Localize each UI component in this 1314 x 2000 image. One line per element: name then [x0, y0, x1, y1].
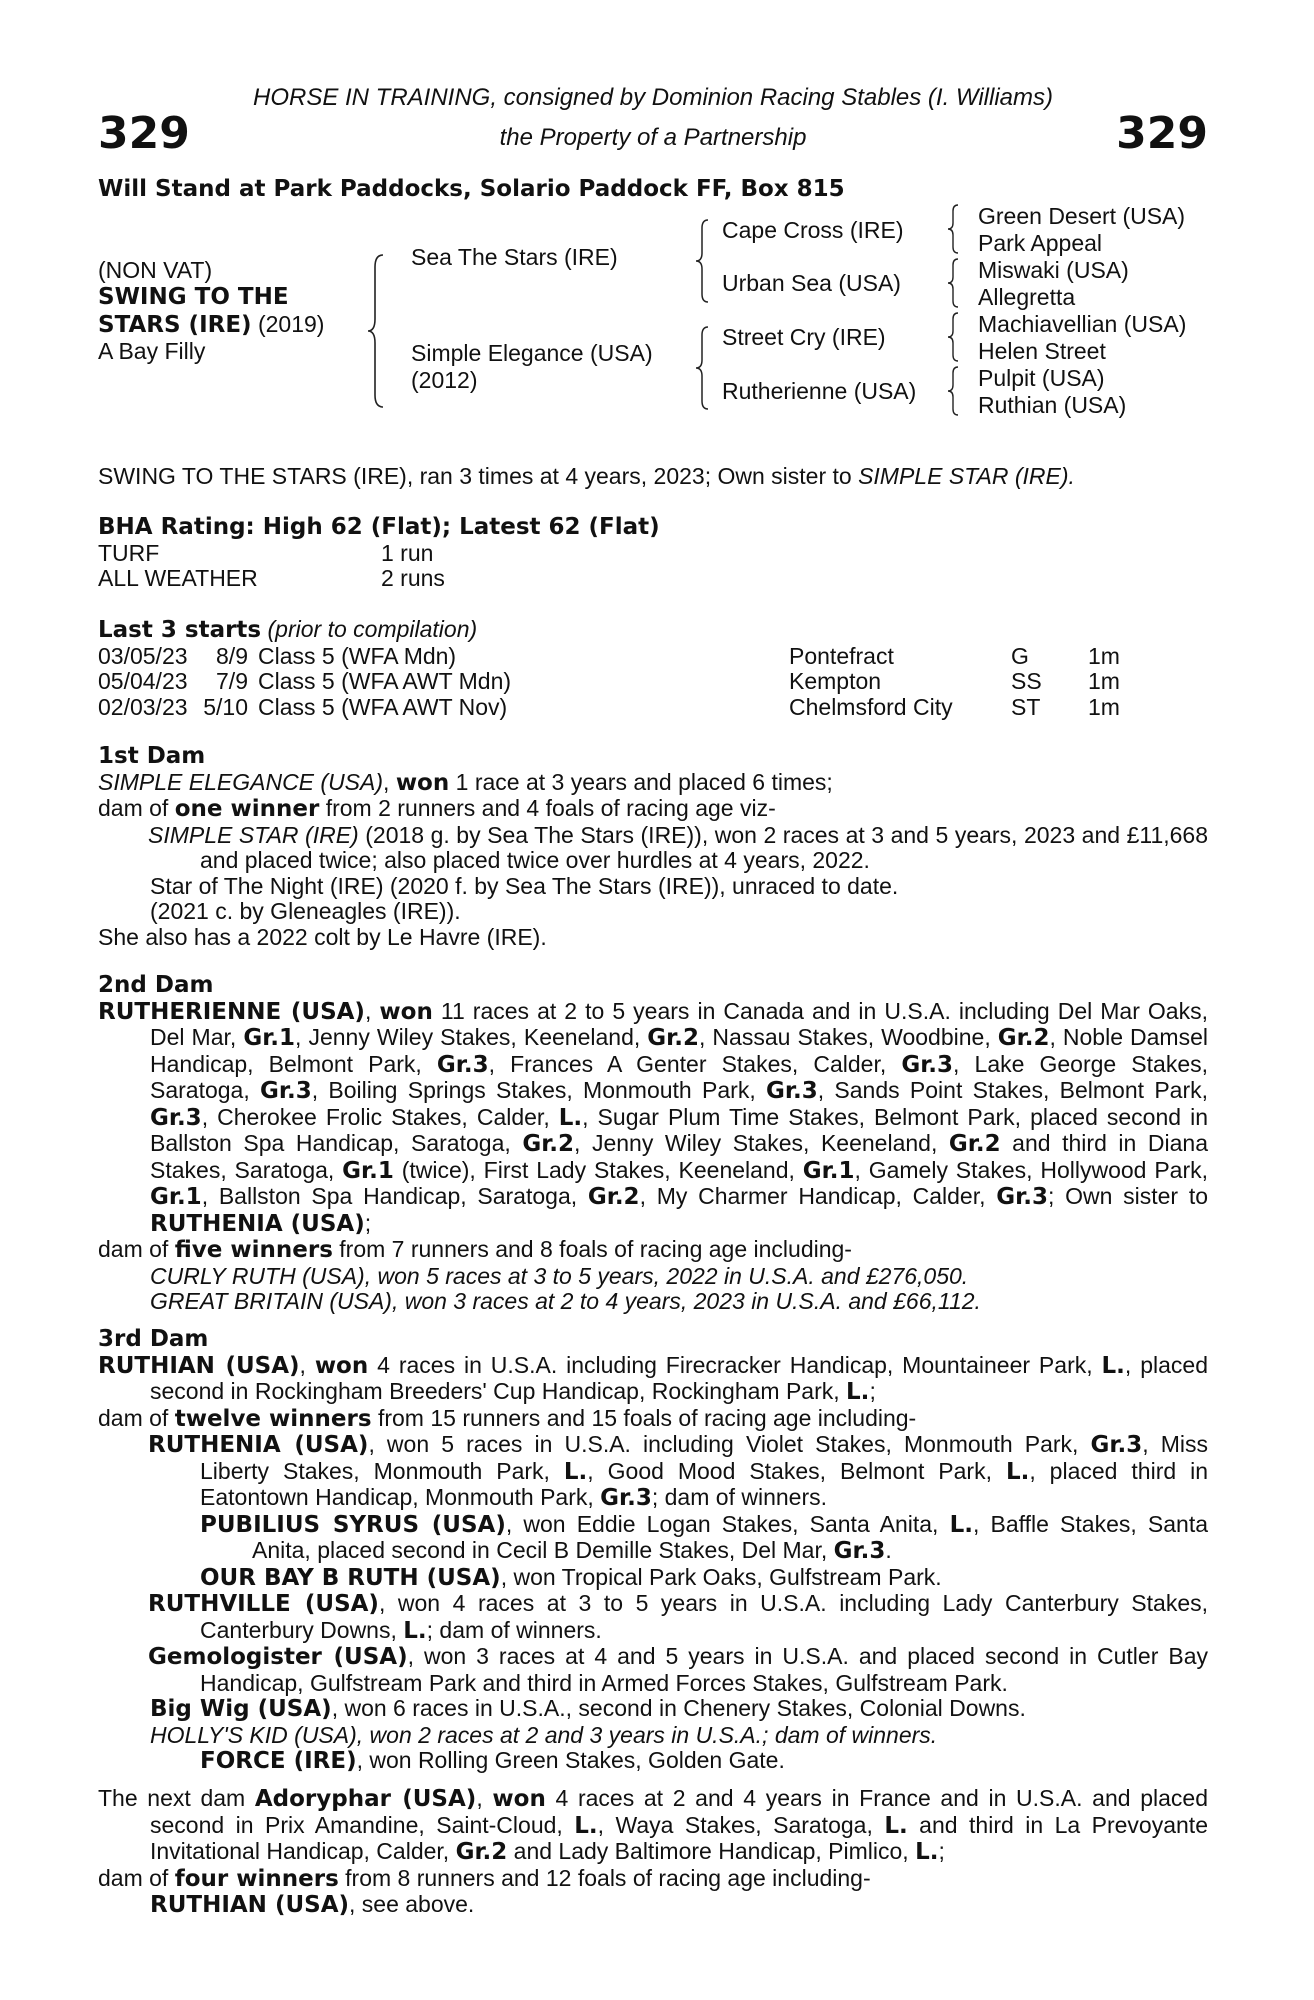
gg-3: Miswaki (USA): [978, 257, 1129, 283]
sister-name: RUTHENIA (USA): [150, 1210, 365, 1237]
progeny-entry: GREAT BRITAIN (USA), won 3 races at 2 to 4 years, 2023 in U.S.A. and £66,112.: [150, 1288, 981, 1314]
text: , Baffle Stakes, Santa Anita, placed second in Cecil B Demille Stakes, Del Mar,: [252, 1510, 1209, 1563]
horse-year: (2019): [251, 311, 325, 337]
last-starts-table: [98, 644, 1120, 721]
grade: L.: [403, 1617, 427, 1644]
bha-rating-section: [98, 515, 1208, 592]
progeny-entry: [98, 1892, 1208, 1919]
won-label: won: [395, 769, 450, 796]
text: , Jenny Wiley Stakes, Keeneland,: [295, 1024, 648, 1050]
rating-surface: ALL WEATHER: [98, 565, 258, 591]
grade: L.: [1101, 1352, 1125, 1379]
start-distance: 1m: [1088, 693, 1120, 720]
text: , won Eddie Logan Stakes, Santa Anita,: [505, 1510, 950, 1537]
start-course: Chelmsford City: [789, 693, 953, 720]
third-dam-record: RUTHIAN (USA), won 4 races in U.S.A. including Firecracker Handicap, Mountaineer Park, L., placed second in Rockingham Breeders' Cup Handicap, Rockingham Park, L.;: [98, 1351, 1208, 1405]
gg-4: Allegretta: [978, 284, 1076, 310]
text: , Sugar Plum Time Stakes, Belmont Park, placed second in Ballston Spa Handicap, Saratoga,: [150, 1103, 1208, 1156]
sire-parents-brace: [694, 218, 712, 304]
horse-description: A Bay Filly: [98, 338, 206, 364]
text: ;: [364, 1209, 372, 1236]
progeny-entry: [98, 1565, 1208, 1592]
dam-parents-brace: [694, 325, 712, 411]
text: , won 6 races in U.S.A., second in Chenery Stakes, Colonial Downs.: [331, 1695, 1026, 1721]
text: 11 races at 2 to 5 years in Canada and in U.S.A. including Del Mar Oaks, Del Mar,: [150, 997, 1208, 1050]
text: ; dam of winners.: [651, 1484, 827, 1510]
lot-number-right: 329: [1116, 108, 1208, 159]
grade: Gr.3: [1090, 1432, 1143, 1458]
last-starts-note: (prior to compilation): [261, 616, 478, 642]
text: , Gamely Stakes, Hollywood Park,: [854, 1156, 1208, 1183]
progeny-entry: [98, 823, 1208, 874]
first-dam-heading: 1st Dam: [98, 743, 206, 769]
gg-brace-1: [946, 203, 962, 255]
dam-of-rest: from 15 runners and 15 foals of racing age including-: [371, 1404, 917, 1431]
progeny-entry: [98, 1591, 1208, 1644]
winners-count: one winner: [174, 796, 320, 822]
grade: Gr.3: [150, 1104, 202, 1131]
grade: L.: [558, 1104, 583, 1131]
second-dam-record: RUTHERIENNE (USA), won 11 races at 2 to 5 years in Canada and in U.S.A. including Del Mar Oaks, Del Mar, Gr.1, Jenny Wiley Stakes, Keeneland, Gr.2, Nassau Stakes, Woodbine, Gr.2, Noble Damsel Handicap, Belmont Park, Gr.3, Frances A Genter Stakes, Calder, Gr.3, Lake George Stakes, Saratoga, Gr.3, Boiling Springs Stakes, Monmouth Park, Gr.3, Sands Point Stakes, Belmont Park, Gr.3, Cherokee Frolic Stakes, Calder, L., Sugar Plum Time Stakes, Belmont Park, placed second in Ballston Spa Handicap, Saratoga, Gr.2, Jenny Wiley Stakes, Keeneland, Gr.2 and third in Diana Stakes, Saratoga, Gr.1 (twice), First Lady Stakes, Keeneland, Gr.1, Gamely Stakes, Hollywood Park, Gr.1, Ballston Spa Handicap, Saratoga, Gr.2, My Charmer Handicap, Calder, Gr.3; Own sister to RUTHENIA (USA);: [98, 997, 1209, 1237]
text: , placed second in Rockingham Breeders' Cup Handicap, Rockingham Park,: [150, 1351, 1208, 1404]
gg-2: Park Appeal: [978, 230, 1103, 256]
winners-count: four winners: [174, 1865, 339, 1892]
start-position: 8/9: [216, 642, 248, 669]
start-position: 7/9: [216, 668, 248, 694]
grade: Gr.2: [948, 1131, 1001, 1157]
gg-6: Helen Street: [978, 338, 1106, 364]
start-row: [98, 644, 1120, 670]
dam-of-rest: from 8 runners and 12 foals of racing age including-: [338, 1864, 871, 1891]
start-going: G: [1011, 642, 1029, 669]
rating-row: [98, 541, 445, 567]
start-course: Pontefract: [789, 642, 894, 669]
winners-count: five winners: [174, 1237, 333, 1263]
won-label: won: [492, 1786, 546, 1812]
progeny-entry: [98, 1644, 1208, 1696]
dam-year: (2012): [411, 367, 478, 393]
grade: L.: [949, 1511, 973, 1538]
progeny-entry: [98, 1432, 1208, 1512]
property-line: the Property of a Partnership: [499, 124, 807, 151]
text: ;: [938, 1838, 945, 1864]
start-row: [98, 695, 1120, 721]
text: ; dam of winners.: [426, 1616, 602, 1643]
text: 4 races at 2 and 4 years in France and in U.S.A. and placed second in Prix Amandine, Saint-Cloud,: [150, 1785, 1208, 1838]
progeny-name: Big Wig (USA): [150, 1696, 332, 1722]
progeny-entry: [98, 1696, 1208, 1723]
rating-runs: 2 runs: [381, 565, 445, 591]
progeny-name: OUR BAY B RUTH (USA): [200, 1564, 501, 1591]
start-date: 05/04/23: [98, 668, 188, 694]
rating-table: [98, 541, 445, 592]
grade: Gr.3: [766, 1078, 818, 1104]
gg-brace-3: [946, 311, 962, 363]
text: , won Tropical Park Oaks, Gulfstream Park.: [500, 1563, 942, 1590]
text: and third in La Prevoyante Invitational Handicap, Calder,: [150, 1811, 1208, 1864]
granddam-paternal: Urban Sea (USA): [722, 270, 901, 296]
grade: Gr.3: [833, 1538, 886, 1564]
grade: Gr.3: [260, 1078, 312, 1104]
text: , Noble Damsel Handicap, Belmont Park,: [150, 1024, 1208, 1077]
rating-row: [98, 566, 445, 592]
grandsire-maternal: Street Cry (IRE): [722, 324, 886, 350]
start-race: Class 5 (WFA AWT Nov): [258, 693, 508, 720]
won-label: won: [314, 1352, 369, 1379]
text: and Lady Baltimore Handicap, Pimlico,: [507, 1838, 916, 1864]
progeny-entry: CURLY RUTH (USA), won 5 races at 3 to 5 years, 2022 in U.S.A. and £276,050.: [150, 1262, 969, 1289]
text: , Jenny Wiley Stakes, Keeneland,: [574, 1130, 949, 1156]
text: , placed third in Eatontown Handicap, Monmouth Park,: [200, 1457, 1208, 1510]
text: , won 4 races at 3 to 5 years in U.S.A. including Lady Canterbury Stakes, Canterbury Downs,: [200, 1590, 1209, 1643]
text: 4 races in U.S.A. including Firecracker Handicap, Mountaineer Park,: [368, 1351, 1102, 1378]
start-distance: 1m: [1088, 642, 1120, 669]
text: and third in Diana Stakes, Saratoga,: [150, 1130, 1208, 1183]
second-dam-heading: 2nd Dam: [98, 972, 214, 998]
grade: Gr.1: [243, 1025, 296, 1051]
grade: L.: [915, 1839, 939, 1865]
grade: Gr.2: [522, 1131, 575, 1157]
dam-of-prefix: dam of: [98, 1864, 175, 1891]
winners-count: twelve winners: [174, 1405, 372, 1432]
progeny-entry: Star of The Night (IRE) (2020 f. by Sea The Stars (IRE)), unraced to date.: [150, 872, 899, 899]
dam-name: Simple Elegance (USA): [411, 340, 653, 366]
text: (twice), First Lady Stakes, Keeneland,: [393, 1156, 803, 1183]
second-dam-section: [98, 973, 1208, 1315]
start-course: Kempton: [789, 668, 882, 694]
progeny-entry: [98, 1748, 1208, 1775]
gg-brace-4: [946, 365, 962, 417]
grade: L.: [884, 1812, 908, 1839]
grade: Gr.2: [455, 1839, 508, 1865]
text: , Nassau Stakes, Woodbine,: [698, 1024, 998, 1050]
text: , Frances A Genter Stakes, Calder,: [488, 1050, 902, 1077]
start-race: Class 5 (WFA Mdn): [258, 642, 457, 669]
progeny-name: SIMPLE STAR (IRE): [148, 821, 359, 848]
grade: Gr.3: [436, 1051, 489, 1078]
text: ;: [869, 1378, 876, 1404]
text: , Sands Point Stakes, Belmont Park,: [817, 1077, 1208, 1103]
stand-location: Will Stand at Park Paddocks, Solario Paddock FF, Box 815: [98, 176, 845, 202]
sire: Sea The Stars (IRE): [411, 244, 618, 270]
text: , Good Mood Stakes, Belmont Park,: [587, 1457, 1006, 1484]
grade: Gr.3: [600, 1485, 652, 1511]
rating-surface: TURF: [98, 539, 160, 566]
grandsire-paternal: Cape Cross (IRE): [722, 217, 904, 243]
grade: L.: [563, 1458, 588, 1485]
consignment-line: HORSE IN TRAINING, consigned by Dominion Racing Stables (I. Williams): [252, 84, 1054, 111]
progeny-name: FORCE (IRE): [200, 1748, 357, 1774]
grade: Gr.2: [587, 1184, 640, 1210]
gg-1: Green Desert (USA): [978, 203, 1186, 229]
first-dam-record: 1 race at 3 years and placed 6 times;: [449, 768, 833, 795]
grade: Gr.3: [901, 1051, 954, 1078]
start-going: ST: [1011, 693, 1041, 720]
third-dam-section: [98, 1327, 1208, 1775]
grade: L.: [1005, 1458, 1030, 1485]
last-starts-title: Last 3 starts: [98, 617, 262, 643]
grade: Gr.3: [996, 1184, 1048, 1210]
text: , Miss Liberty Stakes, Monmouth Park,: [200, 1431, 1208, 1484]
text: , Ballston Spa Handicap, Saratoga,: [201, 1183, 588, 1209]
third-dam-heading: 3rd Dam: [98, 1326, 209, 1352]
text: , see above.: [349, 1891, 475, 1917]
text: , Boiling Springs Stakes, Monmouth Park,: [311, 1077, 767, 1103]
gg-7: Pulpit (USA): [978, 365, 1105, 391]
start-race: Class 5 (WFA AWT Mdn): [258, 668, 512, 694]
start-date: 03/05/23: [98, 642, 188, 669]
dam-of-rest: from 7 runners and 8 foals of racing age including-: [332, 1236, 852, 1262]
progeny-entry: HOLLY'S KID (USA), won 2 races at 2 and 3 years in U.S.A.; dam of winners.: [150, 1721, 938, 1748]
start-date: 02/03/23: [98, 693, 188, 720]
summary-text: SWING TO THE STARS (IRE), ran 3 times at 4 years, 2023; Own sister to: [98, 463, 859, 489]
progeny-name: RUTHIAN (USA): [150, 1892, 350, 1918]
grade: Gr.1: [342, 1157, 394, 1184]
text: , My Charmer Handicap, Calder,: [639, 1183, 997, 1209]
next-dam-name: Adoryphar (USA): [254, 1786, 477, 1812]
grade: Gr.2: [647, 1025, 699, 1051]
sire-dam-brace: [365, 253, 389, 409]
dam-of-prefix: dam of: [98, 1404, 175, 1431]
text: .: [885, 1537, 892, 1563]
summary-sister: SIMPLE STAR (IRE).: [858, 463, 1075, 489]
second-dam-name: RUTHERIENNE (USA): [98, 998, 365, 1025]
text: , won 5 races in U.S.A. including Violet Stakes, Monmouth Park,: [368, 1431, 1091, 1457]
text: , Lake George Stakes, Saratoga,: [150, 1050, 1209, 1103]
progeny-record: (2018 g. by Sea The Stars (IRE)), won 2 races at 3 and 5 years, 2023 and £11,668 and placed twice; also placed twice over hurdles at 4 years, 2022.: [200, 821, 1209, 873]
rating-runs: 1 run: [381, 539, 434, 566]
text: , Cherokee Frolic Stakes, Calder,: [201, 1103, 559, 1130]
next-dam-record: [98, 1786, 1208, 1866]
text: , won 3 races at 4 and 5 years in U.S.A. and placed second in Cutler Bay Handicap, Gulfstream Park and third in Armed Forces Stakes, Gulfstream Park.: [200, 1643, 1208, 1696]
bha-rating-title: BHA Rating: High 62 (Flat); Latest 62 (Flat): [98, 514, 660, 540]
last-starts-section: [98, 617, 1208, 720]
horse-name-line2: [98, 311, 324, 339]
progeny-entry: (2021 c. by Gleneagles (IRE)).: [150, 898, 461, 924]
text: , won Rolling Green Stakes, Golden Gate.: [356, 1747, 785, 1773]
sep: ,: [383, 768, 396, 795]
grade: Gr.1: [802, 1157, 855, 1184]
text: ; Own sister to: [1047, 1183, 1209, 1209]
progeny-name: Gemologister (USA): [148, 1644, 408, 1670]
grade: Gr.2: [997, 1025, 1050, 1051]
first-dam-name: SIMPLE ELEGANCE (USA): [98, 768, 384, 795]
dam-of-rest: from 2 runners and 4 foals of racing age viz-: [319, 795, 776, 821]
grade: L.: [574, 1812, 598, 1839]
race-summary: [98, 464, 1208, 490]
progeny-entry: [98, 1512, 1208, 1565]
start-going: SS: [1011, 668, 1042, 694]
won-label: won: [379, 998, 433, 1025]
gg-brace-2: [946, 257, 962, 309]
progeny-name: PUBILIUS SYRUS (USA): [200, 1511, 506, 1538]
vat-status: (NON VAT): [98, 257, 213, 283]
progeny-name: RUTHVILLE (USA): [148, 1591, 379, 1617]
next-dam-section: [98, 1786, 1208, 1919]
horse-name-line1: SWING TO THE: [98, 284, 289, 310]
gg-8: Ruthian (USA): [978, 392, 1127, 418]
text: , Waya Stakes, Saratoga,: [597, 1811, 885, 1838]
text: The next dam: [98, 1785, 255, 1811]
dam-of-prefix: dam of: [98, 795, 175, 821]
start-position: 5/10: [203, 693, 248, 720]
start-distance: 1m: [1088, 668, 1120, 694]
first-dam-section: [98, 744, 1208, 950]
lot-number-left: 329: [98, 108, 190, 159]
third-dam-name: RUTHIAN (USA): [98, 1352, 300, 1379]
granddam-maternal: Rutherienne (USA): [722, 378, 917, 404]
sep: ,: [476, 1785, 493, 1811]
progeny-note: She also has a 2022 colt by Le Havre (IRE).: [98, 923, 547, 950]
grade: Gr.1: [150, 1184, 202, 1210]
gg-5: Machiavellian (USA): [978, 311, 1187, 337]
start-row: [98, 669, 1120, 695]
grade: L.: [846, 1379, 870, 1405]
horse-name: STARS (IRE): [98, 312, 252, 338]
dam-of-prefix: dam of: [98, 1236, 175, 1262]
progeny-name: RUTHENIA (USA): [148, 1432, 369, 1458]
